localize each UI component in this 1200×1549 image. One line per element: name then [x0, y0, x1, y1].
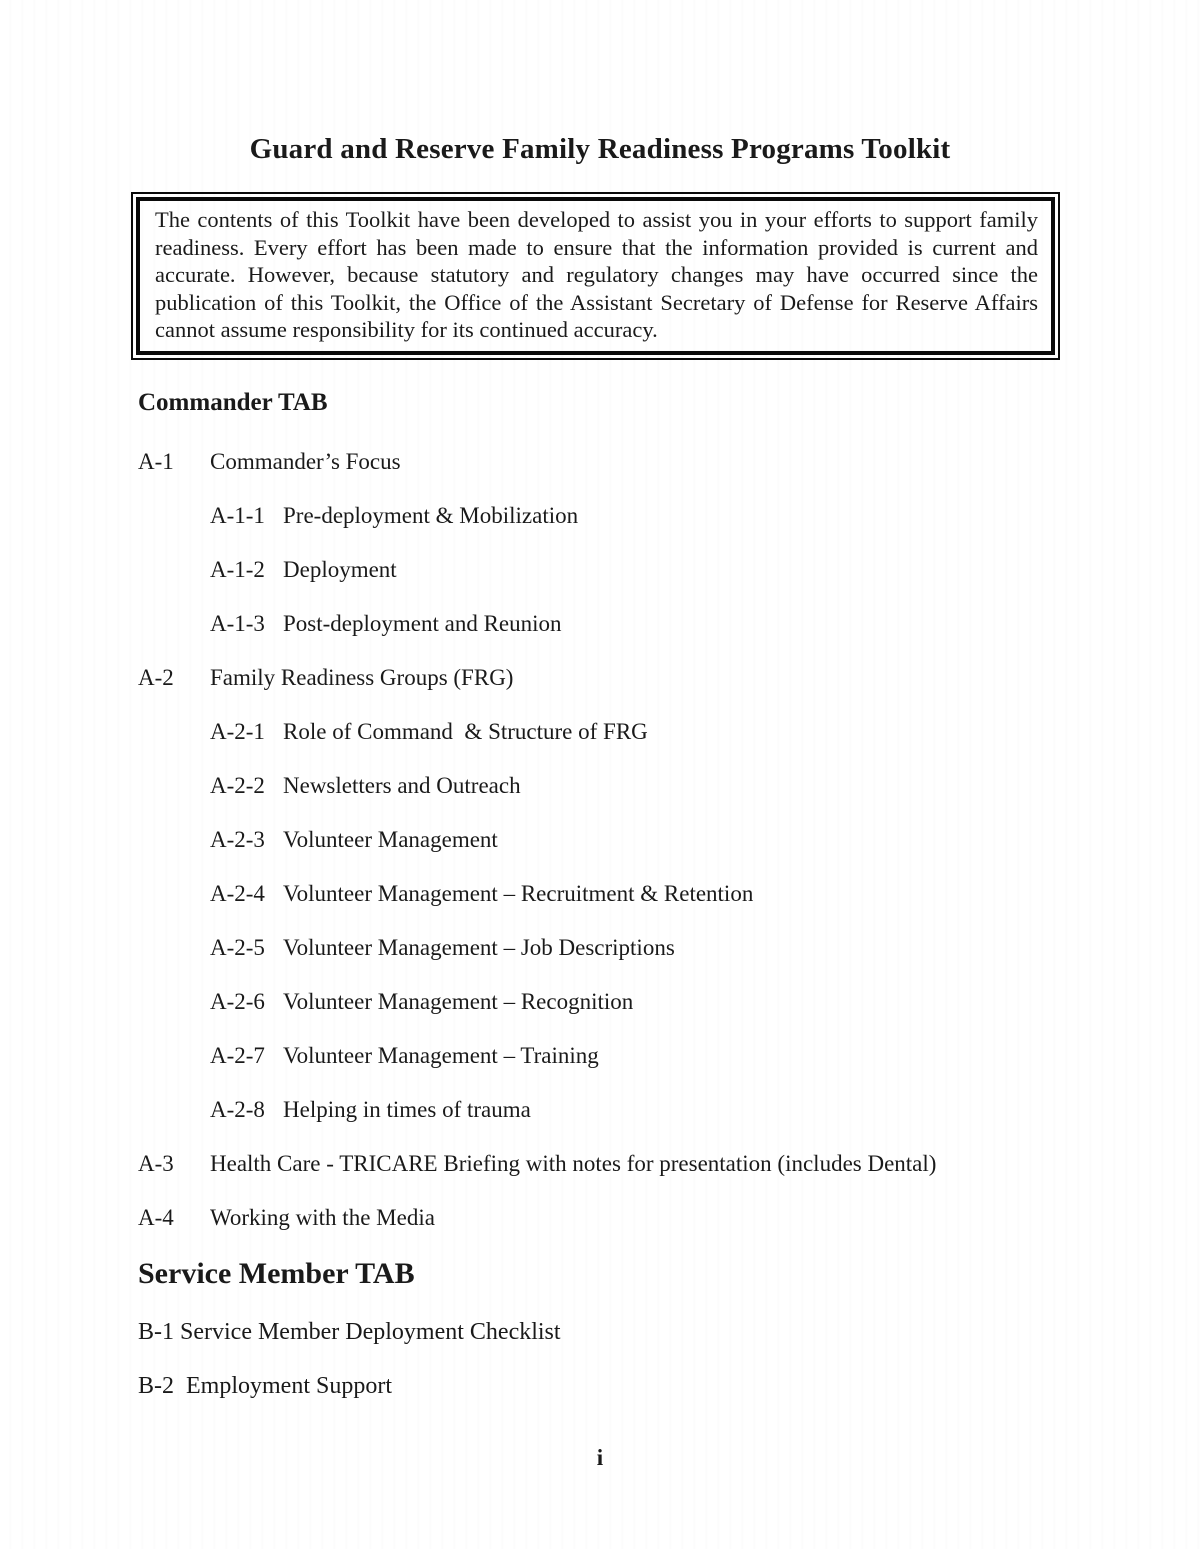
toc-item-label: Commander’s Focus [210, 448, 401, 474]
toc-item-label: Volunteer Management – Training [283, 1042, 599, 1068]
toc-item-number: A-2-1 [210, 718, 265, 744]
toc-item-number: A-2-2 [210, 772, 265, 798]
toc-item [138, 936, 1200, 960]
toc-item-number: A-3 [138, 1150, 174, 1176]
notice-box [131, 192, 1060, 360]
toc-item-number: A-1-3 [210, 610, 265, 636]
toc-item [138, 558, 1200, 582]
toc-item-label: Health Care - TRICARE Briefing with notes for presentation (includes Dental) [210, 1150, 937, 1176]
toc-item-number: A-2 [138, 664, 174, 690]
toc-item-label: Volunteer Management – Recruitment & Retention [283, 880, 754, 906]
toc-item [138, 1098, 1200, 1122]
toc-item-number: A-1 [138, 448, 174, 474]
toc-item-label: Pre-deployment & Mobilization [283, 502, 579, 528]
toc-item-label: Volunteer Management [283, 826, 498, 852]
toc-item-number: A-2-5 [210, 934, 265, 960]
toc-item [138, 828, 1200, 852]
toc-item-number: A-2-4 [210, 880, 265, 906]
toc-item-number: A-2-6 [210, 988, 265, 1014]
toc-item-label: Role of Command & Structure of FRG [283, 718, 648, 744]
toc-item-label: Newsletters and Outreach [283, 772, 521, 798]
toc-item-number: A-2-8 [210, 1096, 265, 1122]
section-heading-service-member-tab: Service Member TAB [138, 1256, 415, 1290]
toc-item-number: A-1-2 [210, 556, 265, 582]
toc-item [138, 612, 1200, 636]
notice-box-inner [136, 197, 1055, 355]
toc-line: B-1 Service Member Deployment Checklist [138, 1318, 561, 1345]
toc-item [138, 1152, 1200, 1176]
toc-item-number: A-2-7 [210, 1042, 265, 1068]
toc-item [138, 1206, 1200, 1230]
toc-item-label: Volunteer Management – Recognition [283, 988, 634, 1014]
toc-item-label: Working with the Media [210, 1204, 435, 1230]
toc-item [138, 504, 1200, 528]
toc-item [138, 882, 1200, 906]
service-member-tab-toc [0, 1320, 1200, 1399]
toc-item [138, 666, 1200, 690]
toc-item-number: A-4 [138, 1204, 174, 1230]
toc-item [138, 990, 1200, 1014]
toc-item-label: Family Readiness Groups (FRG) [210, 664, 514, 690]
commander-tab-toc [138, 450, 1200, 1230]
toc-item-number: A-2-3 [210, 826, 265, 852]
page-number: i [596, 1445, 604, 1470]
toc-item-label: Deployment [283, 556, 397, 582]
toc-item-label: Volunteer Management – Job Descriptions [283, 934, 675, 960]
page-title: Guard and Reserve Family Readiness Programs Toolkit [249, 133, 951, 165]
toc-item [138, 1044, 1200, 1068]
toc-item [138, 450, 1200, 474]
toc-item-label: Helping in times of trauma [283, 1096, 531, 1122]
notice-text: The contents of this Toolkit have been developed to assist you in your efforts to support family readiness. Every effort has been made to ensure that the information provided is current and accurate. However, because statutory and regulatory changes may have occurred since the publication of this Toolkit, the Office of the Assistant Secretary of Defense for Reserve Affairs cannot assume responsibility for its continued accuracy. [155, 207, 1038, 342]
toc-line: B-2 Employment Support [138, 1372, 392, 1399]
toc-item [138, 774, 1200, 798]
toc-item-number: A-1-1 [210, 502, 265, 528]
toc-item-label: Post-deployment and Reunion [283, 610, 562, 636]
section-heading-commander-tab: Commander TAB [138, 388, 328, 416]
toc-item [138, 720, 1200, 744]
